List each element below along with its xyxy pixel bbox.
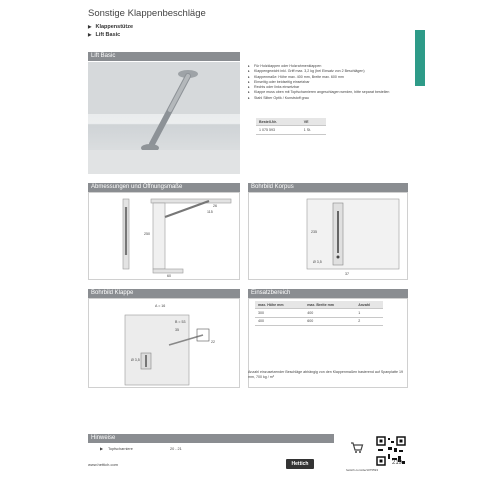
range-cell: 2 <box>355 317 383 325</box>
order-header-nr: Bestell-Nr. <box>256 118 301 126</box>
footer-url[interactable]: www.hettich.com <box>88 462 119 467</box>
section-header-range: Einsatzbereich <box>248 289 408 298</box>
range-header: Anzahl <box>355 301 383 309</box>
corpus-label: 37 <box>345 272 349 276</box>
dim-label: 250 <box>144 232 150 236</box>
section-header-flap: Bohrbild Klappe <box>88 289 240 298</box>
range-cell: 300 <box>255 309 304 317</box>
dim-label: 26 <box>213 204 217 208</box>
hint-pages: 20 - 21 <box>169 447 182 451</box>
page-title: Sonstige Klappenbeschläge <box>88 8 206 19</box>
range-cell: 1 <box>355 309 383 317</box>
dim-label: 60 <box>167 274 171 278</box>
feature-item: ▸ Stahl Silber Optik / Kunststoff grau <box>248 96 413 101</box>
range-header: max. Höhe mm <box>255 301 304 309</box>
cart-icon <box>350 440 364 454</box>
range-table <box>255 301 383 326</box>
dims-drawing <box>88 192 240 280</box>
flap-label: A = 16 <box>155 304 166 308</box>
triangle-icon: ▶ <box>88 32 92 37</box>
hint-label: Topfscharniere <box>107 447 133 451</box>
qr-caption: hettich.com/de/1075593 <box>346 468 379 472</box>
feature-item: ▸ Klappengewicht inkl. Griff max. 3,2 kg (bei Einsatz von 2 Beschlägen) <box>248 69 413 74</box>
product-photo <box>88 62 240 174</box>
hint-row <box>100 446 182 451</box>
section-header-dims: Abmessungen und Öffnungsmaße <box>88 183 240 192</box>
corpus-label: 235 <box>311 230 317 234</box>
section-header-corpus: Bohrbild Korpus <box>248 183 408 192</box>
flap-svg <box>89 299 239 387</box>
flap-label: B = 53 <box>175 320 186 324</box>
flap-label: 22 <box>211 340 215 344</box>
order-cell: 1 St. <box>301 126 326 134</box>
corpus-drawing <box>248 192 408 280</box>
section-header-lift-basic: Lift Basic <box>88 52 240 61</box>
triangle-icon: ▶ <box>100 447 103 451</box>
feature-list <box>248 64 413 101</box>
feature-item: ▸ Einseitig oder beidseitig einsetzbar <box>248 80 413 85</box>
dims-svg <box>89 193 239 279</box>
lift-photo-svg <box>88 62 240 174</box>
subtitle-lift-basic: ▶ Lift Basic <box>88 32 121 38</box>
range-cell: 400 <box>304 309 355 317</box>
range-cell: 600 <box>304 317 355 325</box>
flap-drawing <box>88 298 240 388</box>
chapter-tab <box>415 30 425 86</box>
feature-item: ▸ Klappe muss oben mit Topfscharnieren angeschlagen werden, bitte separat bestellen <box>248 90 413 95</box>
feature-item: ▸ Für Holzklappen oder Holzrahmenklappen <box>248 64 413 69</box>
subtitle-klappenstuetze: ▶ Klappenstütze <box>88 24 134 30</box>
dim-label: 115 <box>207 210 213 214</box>
section-header-hints: Hinweise <box>88 434 334 443</box>
page-number: 219 <box>392 460 403 466</box>
feature-item: ▸ Klappenmaße: Höhe max. 400 mm, Breite max. 600 mm <box>248 75 413 80</box>
range-cell: 400 <box>255 317 304 325</box>
feature-item: ▸ Rechts oder links einsetzbar <box>248 85 413 90</box>
corpus-label: Ø 3,5 <box>313 260 322 264</box>
range-header: max. Breite mm <box>304 301 355 309</box>
triangle-icon: ▶ <box>88 24 92 29</box>
order-table <box>256 118 326 135</box>
range-note: Anzahl einzusetzender Beschläge abhängig von den Klappenmaßen basierend auf Spanplatte 19 mm, 700 kg / m³ <box>248 370 404 379</box>
order-header-ve: VE <box>301 118 326 126</box>
flap-label: 35 <box>175 328 179 332</box>
hettich-logo: Hettich <box>286 459 314 469</box>
flap-label: Ø 3,5 <box>131 358 140 362</box>
corpus-svg <box>249 193 407 279</box>
order-cell: 1 075 593 <box>256 126 301 134</box>
